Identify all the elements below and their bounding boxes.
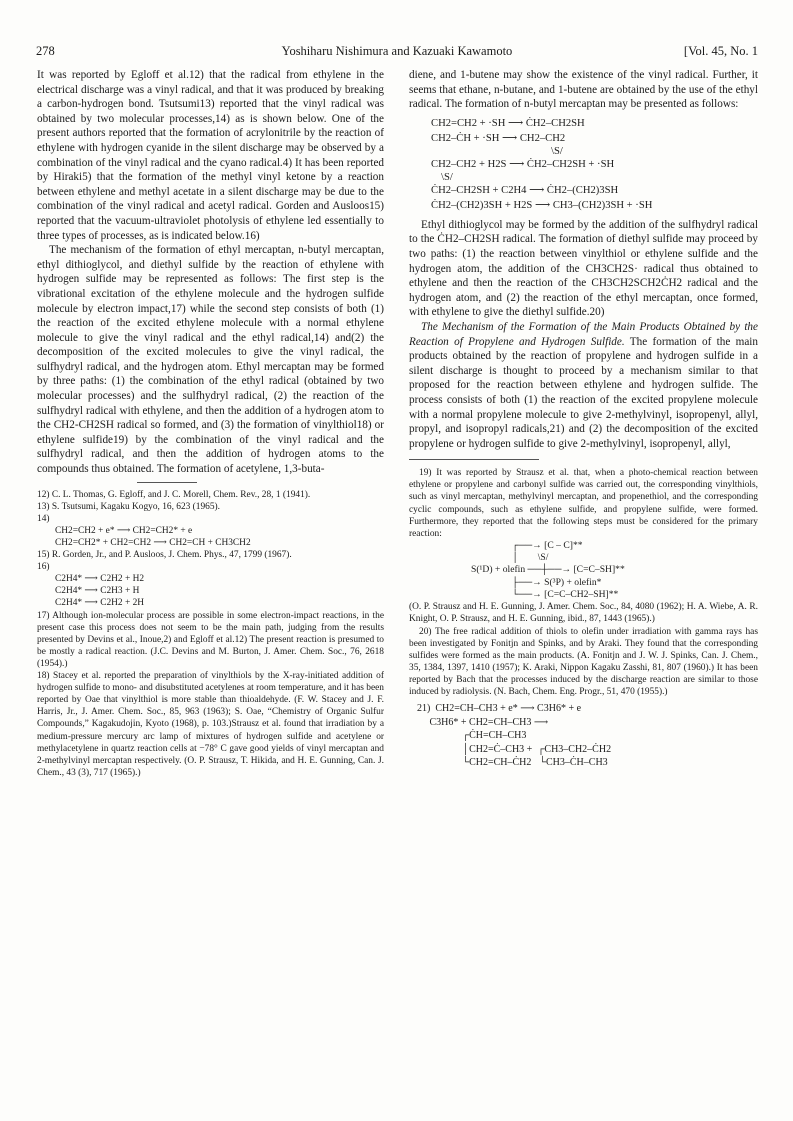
equation: C2H4* ⟶ C2H2 + H2	[55, 574, 145, 585]
reaction-scheme-21: 21) CH2=CH–CH3 + e* ⟶ C3H6* + e C3H6* + CH2=CH–CH3 ⟶ ┌ĊH=CH–CH3 │CH2=Ċ–CH3 + ┌CH3–CH2–ĊH2 └CH2=CH–ĊH2 └CH3–ĊH–CH3	[417, 703, 612, 769]
equation: C2H4* ⟶ C2H3 + H	[55, 586, 140, 597]
footnote-20: 20) The free radical addition of thiols to olefin under irradiation with gamma rays has been investigated by Fonitjn and Spinks, and by Araki. They found that the corresponding sulfides were formed as the main products. (A. Fonitjn and J. W. J. Spinks, Can. J. Chem., 35, 1384, 1397, 1410 (1957); K. Araki, Nippon Kagaku Zasshi, 81, 807 (1960).) It has been reported by Bach that the processes induced by the discharge reaction are similar to those induced by radiolysis. (N. Bach, Chem. Eng. Progr., 51, 470 (1955).)	[409, 626, 758, 697]
equation: C2H4* ⟶ C2H2 + 2H	[55, 598, 145, 609]
footnote-label: 14)	[37, 513, 50, 524]
footnote-12: 12) C. L. Thomas, G. Egloff, and J. C. Morell, Chem. Rev., 28, 1 (1941).	[37, 489, 311, 500]
equation: ĊH2–(CH2)3SH + H2S ⟶ CH3–(CH2)3SH + ·SH	[431, 199, 653, 211]
footnotes-left	[37, 489, 384, 779]
body-paragraph: It was reported by Egloff et al.12) that the radical from ethylene in the electrical discharge was a vinyl radical, and that it was produced by breaking a carbon-hydrogen bond. Tsutsumi13) reported that the vinyl radical was obtained by two molecular processes,14) as is shown below. One of the present authors reported that the formation of acrylonitrile by the reaction of ethylene with hydrogen cyanide in the silent discharge may be observed by a combination of the vinyl radical and the cyano radical.4) It has been reported by Hiraki5) that the formation of the methyl vinyl ketone by a reaction between ethylene and methyl acetate in a silent discharge may be due to the combination of the vinyl radical and acetyl radical. Gorden and Ausloos15) reported that the vacuum-ultraviolet photolysis of ethylene led essentially to three types of processes, as is indicated below.16)	[37, 69, 384, 242]
equation: ĊH2–CH2SH + C2H4 ⟶ ĊH2–(CH2)3SH	[431, 184, 619, 196]
right-column	[409, 68, 758, 770]
footnote-17: 17) Although ion-molecular process are possible in some electron-impact reactions, in the present case this process does not seem to be the main path, judging from the results presented by Devins et al., Inoue,2) and Egloff et al.12) The present reaction is presumed to be mostly a radical reaction. (J.C. Devins and M. Burton, J. Amer. Chem. Soc., 76, 2618 (1954).)	[37, 610, 384, 669]
page-number: 278	[36, 44, 55, 58]
equation: CH2=CH2* + CH2=CH2 ⟶ CH2=CH + CH3CH2	[55, 538, 251, 548]
footnote-19: 19) It was reported by Strausz et al. that, when a photo-chemical reaction between ethylene or propylene and carbonyl sulfide was carried out, the corresponding vinylthiols, such as vinyl mercaptan, methylvinyl mercaptan, and propenethiol, and the corresponding cyclic compounds, such as ethylene sulfide, and propylene sulfide, were formed. Furthermore, they reported that the following steps must be considered for the primary reaction:	[409, 468, 758, 539]
reaction-scheme	[431, 116, 758, 213]
left-column	[37, 68, 384, 779]
footnote-19-ref: (O. P. Strausz and H. E. Gunning, J. Amer. Chem. Soc., 84, 4080 (1962); H. A. Wiebe, A. R. Knight, O. P. Strausz, and H. E. Gunning, ibid., 87, 1443 (1965).)	[409, 602, 758, 625]
body-paragraph: diene, and 1-butene may show the existence of the vinyl radical. Further, it seems that ethane, n-butane, and 1-butene are obtained by the use of the ethyl radical. The formation of n-butyl mercaptan may be presented as follows:	[409, 69, 758, 111]
footnote-divider	[137, 482, 197, 483]
footnote-13: 13) S. Tsutsumi, Kagaku Kogyo, 16, 623 (1965).	[37, 501, 221, 512]
footnote-divider	[409, 459, 539, 460]
running-authors: Yoshiharu Nishimura and Kazuaki Kawamoto	[281, 44, 513, 58]
body-paragraph: Ethyl dithioglycol may be formed by the addition of the sulfhydryl radical to the ĊH2–CH2SH radical. The formation of diethyl sulfide may proceed by two paths: (1) the reaction between vinylthiol or ethylene sulfide and the hydrogen atom, the addition of the CH3CH2S· radical thus obtained to ethylene and then the reaction of the CH3CH2SCH2ĊH2 radical and the hydrogen atom, and (2) the reaction of the ethyl mercaptan, once formed, with ethylene to give the diethyl sulfide.20)	[409, 218, 758, 319]
footnote-16	[37, 561, 384, 609]
body-paragraph	[409, 320, 758, 451]
section-body: The formation of the main products obtained by the reaction of propylene and hydrogen sulfide in a silent discharge is thought to proceed by a mechanism similar to that proposed for the reaction between ethylene and hydrogen sulfide. The process consists of both (1) the reaction of the excited propylene molecule with a normal propylene molecule to give 2-methylvinyl, isopropenyl, allyl, propyl, and isopropyl radicals,21) and (2) the decomposition of the excited propylene or hydrogen sulfide to give 2-methylvinyl, isopropenyl, allyl,	[409, 335, 758, 450]
body-paragraph: The mechanism of the formation of ethyl mercaptan, n-butyl mercaptan, ethyl dithioglycol, and diethyl sulfide by the reaction of ethylene with hydrogen sulfide may be represented as follows: The first step is the vibrational excitation of the ethylene molecule and the hydrogen sulfide molecule by electron impact,17) while the second step consists of both (1) the reaction of the excited ethylene molecule with a normal ethylene molecule to give the vinyl radical and the ethyl radical,14) and(2) the decomposition of the excited molecules to give the vinyl radical, the sulfhydryl radical, and the hydrogen atom. Ethyl mercaptan may be formed by three paths: (1) the combination of the ethyl radical (obtained by two molecular processes) and the sulfhydryl radical, (2) the reaction of the sulfhydryl radical with ethylene, and then the addition of a hydrogen atom to the CH2-CH2SH radical so formed, and (3) the formation of vinylthiol18) or ethylene sulfide19) by the combination of the vinyl radical and the sulfhydryl radical, and then the addition of hydrogen atoms to the compounds thus obtained. The formation of acetylene, 1,3-buta-	[37, 244, 384, 476]
sulfur-bridge: \S/	[551, 145, 563, 157]
footnote-label: 16)	[37, 562, 50, 573]
footnote-18: 18) Stacey et al. reported the preparation of vinylthiols by the X-ray-initiated addition of hydrogen sulfide to mono- and disubstituted acetylenes at room temperature, and it has been reported by Oae that vinylthiol is more stable than thioaldehyde. (F. W. Stacey and J. F. Harris, Jr., J. Amer. Chem. Soc., 85, 963 (1963); S. Oae, “Chemistry of Organic Sulfur Compounds,” Kagakudojin, Kyoto (1968), p. 103.)Strausz et al. found that irradiation by a medium-pressure mercury arc lamp of mixtures of hydrogen sulfide and acetylene or methylacetylene in quartz reaction cells at −78° C gave good yields of vinyl mercaptan and 2-methylvinyl mercaptan respectively. (O. P. Strausz, T. Hikida, and H. E. Gunning, Can. J. Chem., 43 (3), 717 (1965).)	[37, 671, 384, 778]
footnote-15: 15) R. Gorden, Jr., and P. Ausloos, J. Chem. Phys., 47, 1799 (1967).	[37, 550, 292, 561]
equation: CH2–ĊH + ·SH ⟶ CH2–CH2	[431, 132, 566, 144]
footnote-14	[37, 513, 384, 549]
running-header	[36, 44, 758, 60]
equation: CH2=CH2 + e* ⟶ CH2=CH2* + e	[55, 525, 193, 536]
volume-info: [Vol. 45, No. 1	[683, 44, 758, 58]
reaction-scheme-19: ┌──→ [C – C]** │ \S/ S(¹D) + olefin ──┼──→ [C=C–SH]** ├──→ S(³P) + olefin* └──→ [C=C–CH2–SH]**	[471, 539, 625, 601]
equation: CH2–CH2 + H2S ⟶ ĊH2–CH2SH + ·SH	[431, 158, 615, 170]
footnotes-right	[409, 467, 758, 769]
equation: CH2=CH2 + ·SH ⟶ ĊH2–CH2SH	[431, 117, 585, 129]
sulfur-bridge: \S/	[441, 171, 453, 183]
section-heading: The Mechanism of the Formation of the Main Products Obtained by the Reaction of Propylene and Hydrogen Sulfide.	[409, 320, 758, 348]
